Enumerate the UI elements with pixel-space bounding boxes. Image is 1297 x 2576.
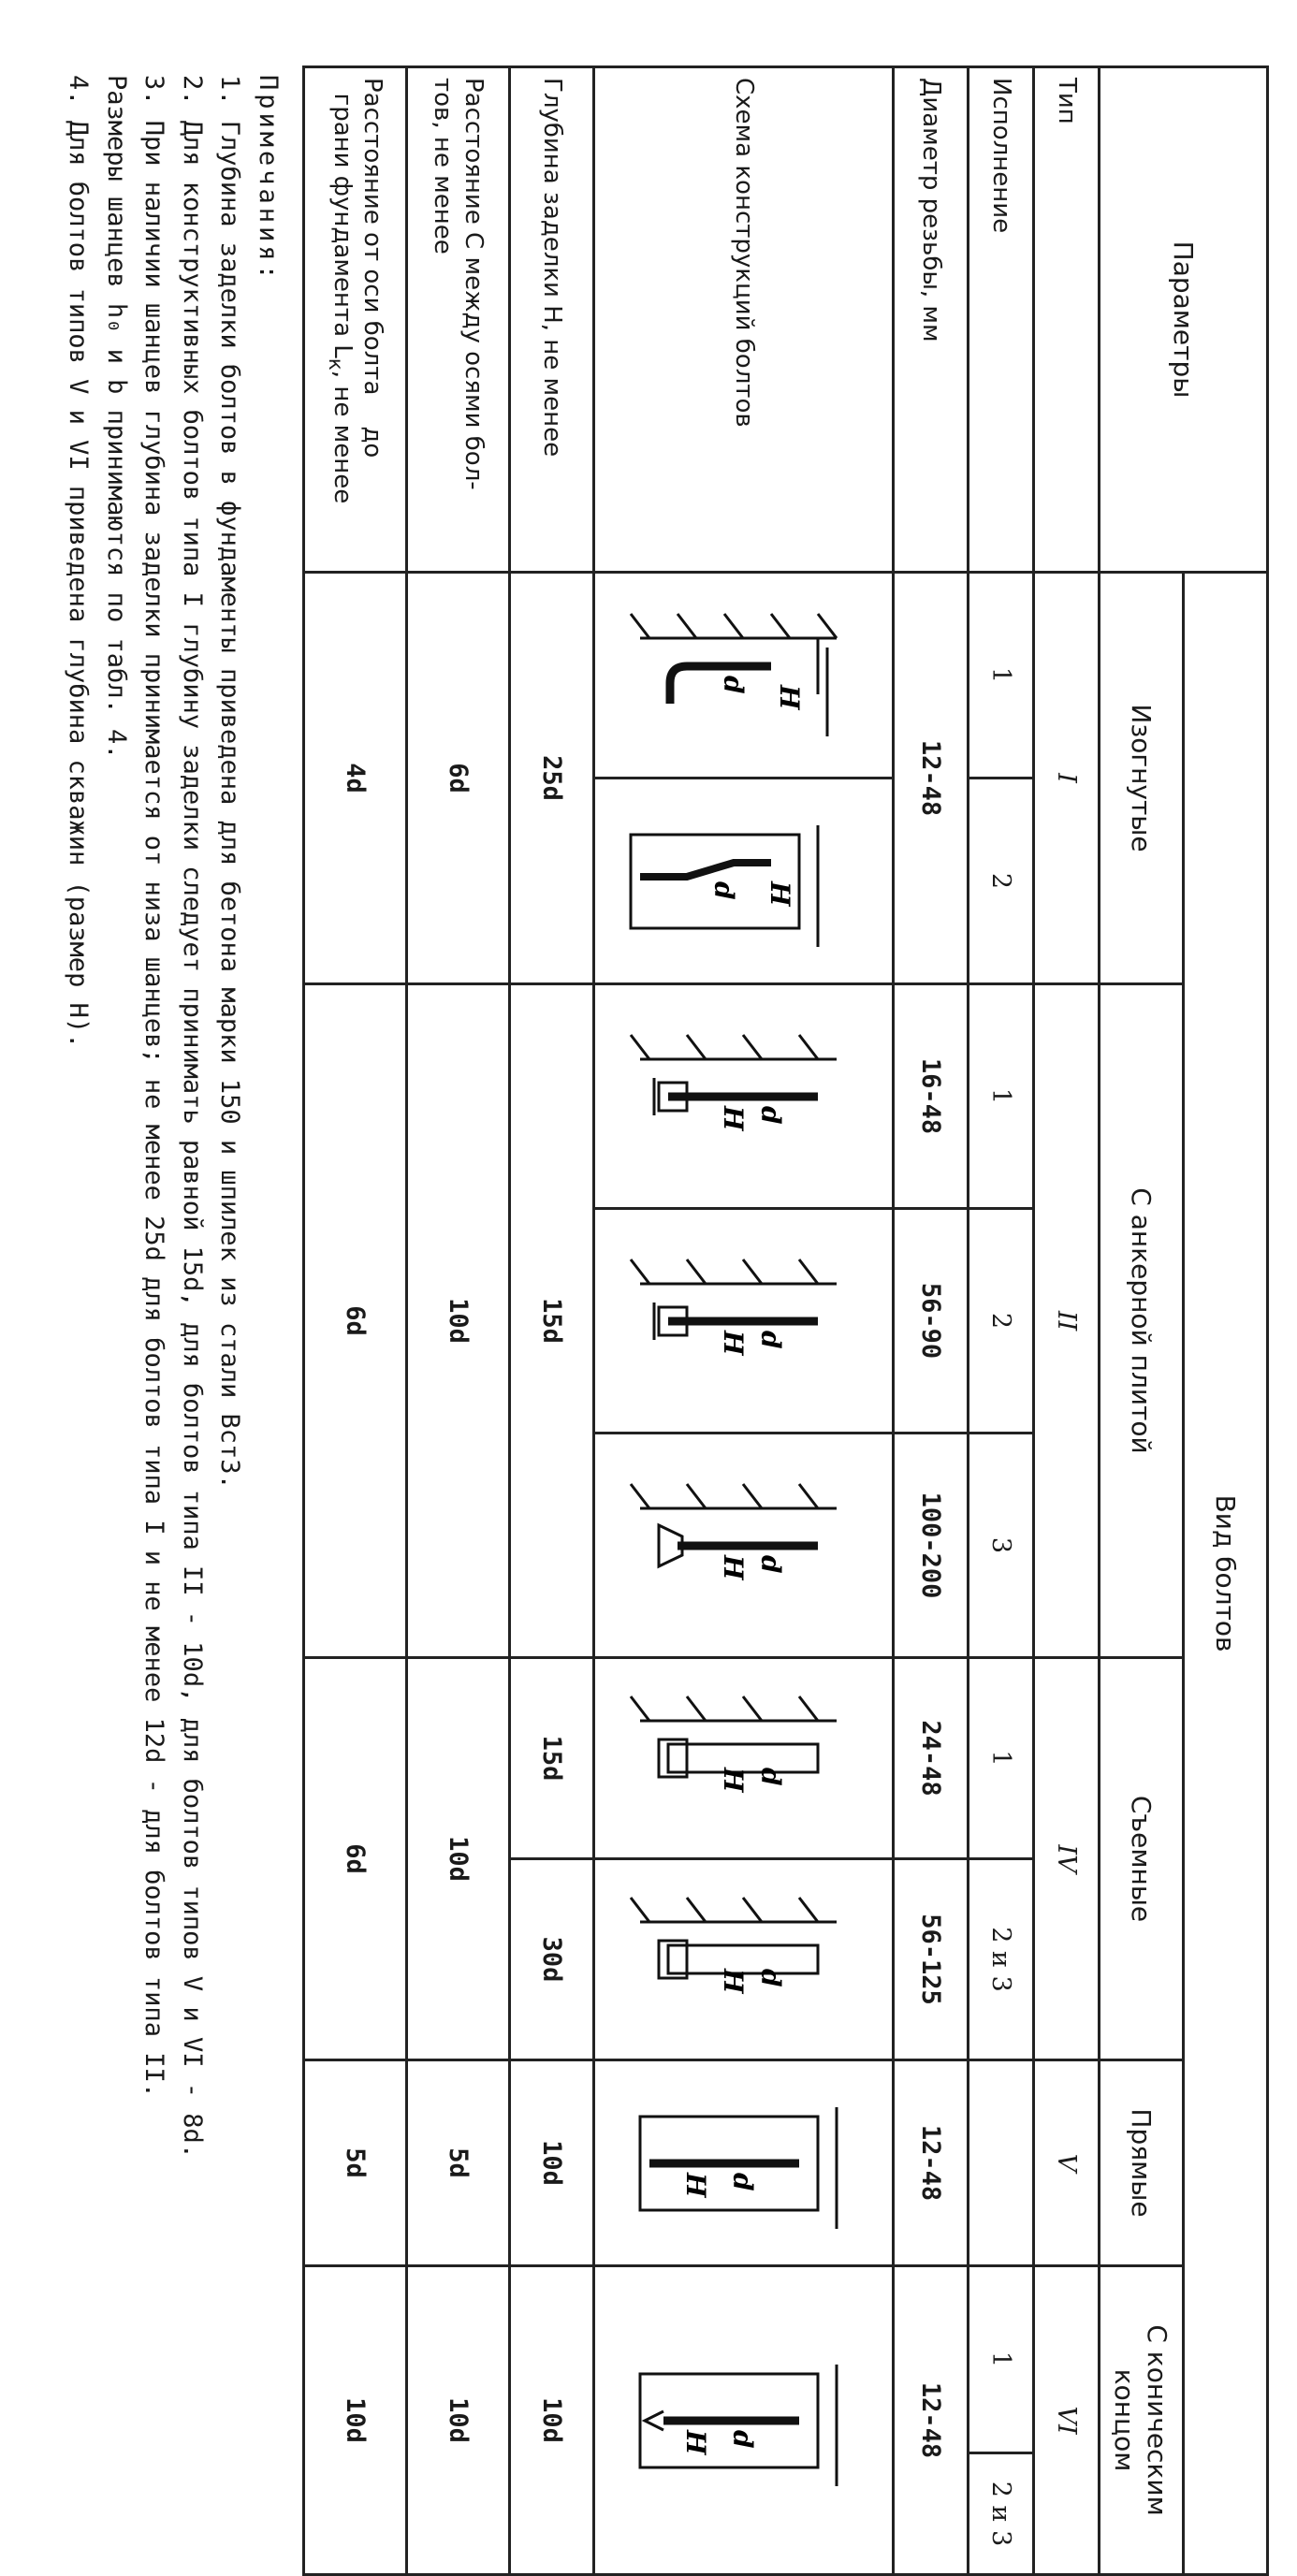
diameter-cell: 100-200 bbox=[894, 1434, 969, 1658]
type-V: V bbox=[1034, 2060, 1100, 2266]
variant-cell: 1 bbox=[969, 1658, 1034, 1859]
schema-removable-1 bbox=[594, 1658, 894, 1859]
schema-h-label: H bbox=[718, 1768, 750, 1793]
schema-d-label: d bbox=[755, 1768, 787, 1786]
schema-d-label: d bbox=[708, 880, 740, 900]
note-4: 4. Для болтов типов V и VI приведена глубина скважин (размер H). bbox=[64, 75, 94, 1049]
type-II: II bbox=[1034, 984, 1100, 1658]
variant-cell: 1 bbox=[969, 2266, 1034, 2453]
schema-h-label: H bbox=[774, 684, 806, 709]
bolt-parameters-table bbox=[302, 65, 1269, 2576]
diameter-cell: 56-90 bbox=[894, 1209, 969, 1434]
spacing-cell: 10d bbox=[407, 984, 510, 1658]
type-VI: VI bbox=[1034, 2266, 1100, 2575]
diameter-cell: 24-48 bbox=[894, 1658, 969, 1859]
bolt-sketch-removable bbox=[613, 1866, 875, 2053]
edge-label-line1-tail: до bbox=[358, 426, 387, 458]
row-label-edge bbox=[304, 67, 407, 573]
schema-h-label: H bbox=[718, 1105, 750, 1130]
schema-d-label: d bbox=[727, 2429, 759, 2449]
schema-conical bbox=[594, 2266, 894, 2575]
row-label-diameter: Диаметр резьбы, мм bbox=[894, 67, 969, 573]
spacing-label-line1: Расстояние С между осями бол- bbox=[459, 78, 488, 490]
parameters-header: Параметры bbox=[1100, 67, 1268, 573]
spacing-cell: 6d bbox=[407, 573, 510, 984]
diameter-cell: 12-48 bbox=[894, 2266, 969, 2575]
variant-cell: 2 и 3 bbox=[969, 2453, 1034, 2575]
schema-h-label: H bbox=[765, 880, 796, 906]
schema-h-label: H bbox=[718, 1969, 750, 1994]
depth-cell: 25d bbox=[510, 573, 594, 984]
schema-anchor-3 bbox=[594, 1434, 894, 1658]
note-3: 3. При наличии шанцев глубина заделки принимается от низа шанцев; не менее 25d для болтов типа I и не менее 12d - для болтов типа II. bbox=[139, 75, 169, 2098]
group-anchor-plate: С анкерной плитой bbox=[1100, 984, 1184, 1658]
edge-label-line2-tail: , не менее bbox=[328, 370, 357, 504]
schema-h-label: H bbox=[680, 2429, 712, 2455]
schema-removable-2 bbox=[594, 1859, 894, 2060]
group-conical: С коническим концом bbox=[1100, 2266, 1184, 2575]
variant-cell: 2 bbox=[969, 779, 1034, 984]
schema-h-label: H bbox=[680, 2172, 712, 2197]
depth-cell: 15d bbox=[510, 984, 594, 1658]
type-IV: IV bbox=[1034, 1658, 1100, 2060]
row-label-type: Тип bbox=[1034, 67, 1100, 573]
depth-cell: 15d bbox=[510, 1658, 594, 1859]
note-3b: Размеры шанцев h₀ и b принимаются по табл. 4. bbox=[102, 75, 131, 760]
bolt-sketch-anchor-cone bbox=[613, 1452, 875, 1639]
bolt-sketch-removable bbox=[613, 1665, 875, 1852]
diameter-cell: 56-125 bbox=[894, 1859, 969, 2060]
edge-label-line1: Расстояние от оси болта bbox=[358, 78, 387, 396]
view-header: Вид болтов bbox=[1184, 573, 1268, 2575]
schema-d-label: d bbox=[755, 1969, 787, 1987]
group-bent: Изогнутые bbox=[1100, 573, 1184, 984]
schema-anchor-1 bbox=[594, 984, 894, 1209]
diameter-cell: 16-48 bbox=[894, 984, 969, 1209]
depth-cell: 10d bbox=[510, 2266, 594, 2575]
edge-label-line2: грани фундамента L bbox=[328, 93, 357, 358]
schema-h-label: H bbox=[718, 1330, 750, 1355]
variant-cell bbox=[969, 2060, 1034, 2266]
schema-straight bbox=[594, 2060, 894, 2266]
bolt-sketch-straight bbox=[613, 2070, 875, 2257]
edge-cell: 10d bbox=[304, 2266, 407, 2575]
schema-bent-2 bbox=[594, 779, 894, 984]
schema-d-label: d bbox=[755, 1105, 787, 1125]
group-removable: Съемные bbox=[1100, 1658, 1184, 2060]
schema-d-label: d bbox=[727, 2172, 759, 2191]
variant-cell: 2 bbox=[969, 1209, 1034, 1434]
schema-bent-1 bbox=[594, 573, 894, 779]
variant-cell: 2 и 3 bbox=[969, 1859, 1034, 2060]
bolt-sketch-conical bbox=[613, 2327, 875, 2514]
spacing-cell: 10d bbox=[407, 1658, 510, 2060]
edge-cell: 6d bbox=[304, 984, 407, 1658]
spacing-cell: 10d bbox=[407, 2266, 510, 2575]
edge-cell: 4d bbox=[304, 573, 407, 984]
schema-h-label: H bbox=[718, 1554, 750, 1579]
type-I: I bbox=[1034, 573, 1100, 984]
variant-cell: 3 bbox=[969, 1434, 1034, 1658]
depth-cell: 30d bbox=[510, 1859, 594, 2060]
schema-d-label: d bbox=[755, 1554, 787, 1574]
depth-cell: 10d bbox=[510, 2060, 594, 2266]
note-1: 1. Глубина заделки болтов в фундаменты приведена для бетона марки 150 и шпилек из стали Вст3. bbox=[215, 75, 245, 1490]
bolt-sketch-anchor-plate bbox=[613, 1003, 875, 1190]
diameter-cell: 12-48 bbox=[894, 573, 969, 984]
group-straight: Прямые bbox=[1100, 2060, 1184, 2266]
row-label-variant: Исполнение bbox=[969, 67, 1034, 573]
bolt-sketch-anchor-plate bbox=[613, 1228, 875, 1415]
row-label-depth: Глубина заделки H, не менее bbox=[510, 67, 594, 573]
bolt-sketch-bent-grouted bbox=[613, 788, 875, 975]
note-2: 2. Для конструктивных болтов типа I глубину заделки следует принимать равной 15d, для болтов типа II - 10d, для болтов типов V и VI - 8d. bbox=[178, 75, 207, 2159]
row-label-spacing bbox=[407, 67, 510, 573]
spacing-cell: 5d bbox=[407, 2060, 510, 2266]
diameter-cell: 12-48 bbox=[894, 2060, 969, 2266]
notes-section bbox=[59, 75, 286, 2545]
variant-cell: 1 bbox=[969, 573, 1034, 779]
row-label-schema: Схема конструкций болтов bbox=[594, 67, 894, 573]
edge-cell: 6d bbox=[304, 1658, 407, 2060]
schema-anchor-2 bbox=[594, 1209, 894, 1434]
schema-d-label: d bbox=[755, 1330, 787, 1349]
schema-d-label: d bbox=[718, 675, 750, 694]
variant-cell: 1 bbox=[969, 984, 1034, 1209]
edge-label-sub: к bbox=[323, 357, 347, 371]
edge-cell: 5d bbox=[304, 2060, 407, 2266]
bolt-sketch-bent-hook bbox=[613, 582, 875, 769]
spacing-label-line2: тов, не менее bbox=[429, 78, 458, 255]
notes-header: Примечания: bbox=[254, 75, 283, 284]
